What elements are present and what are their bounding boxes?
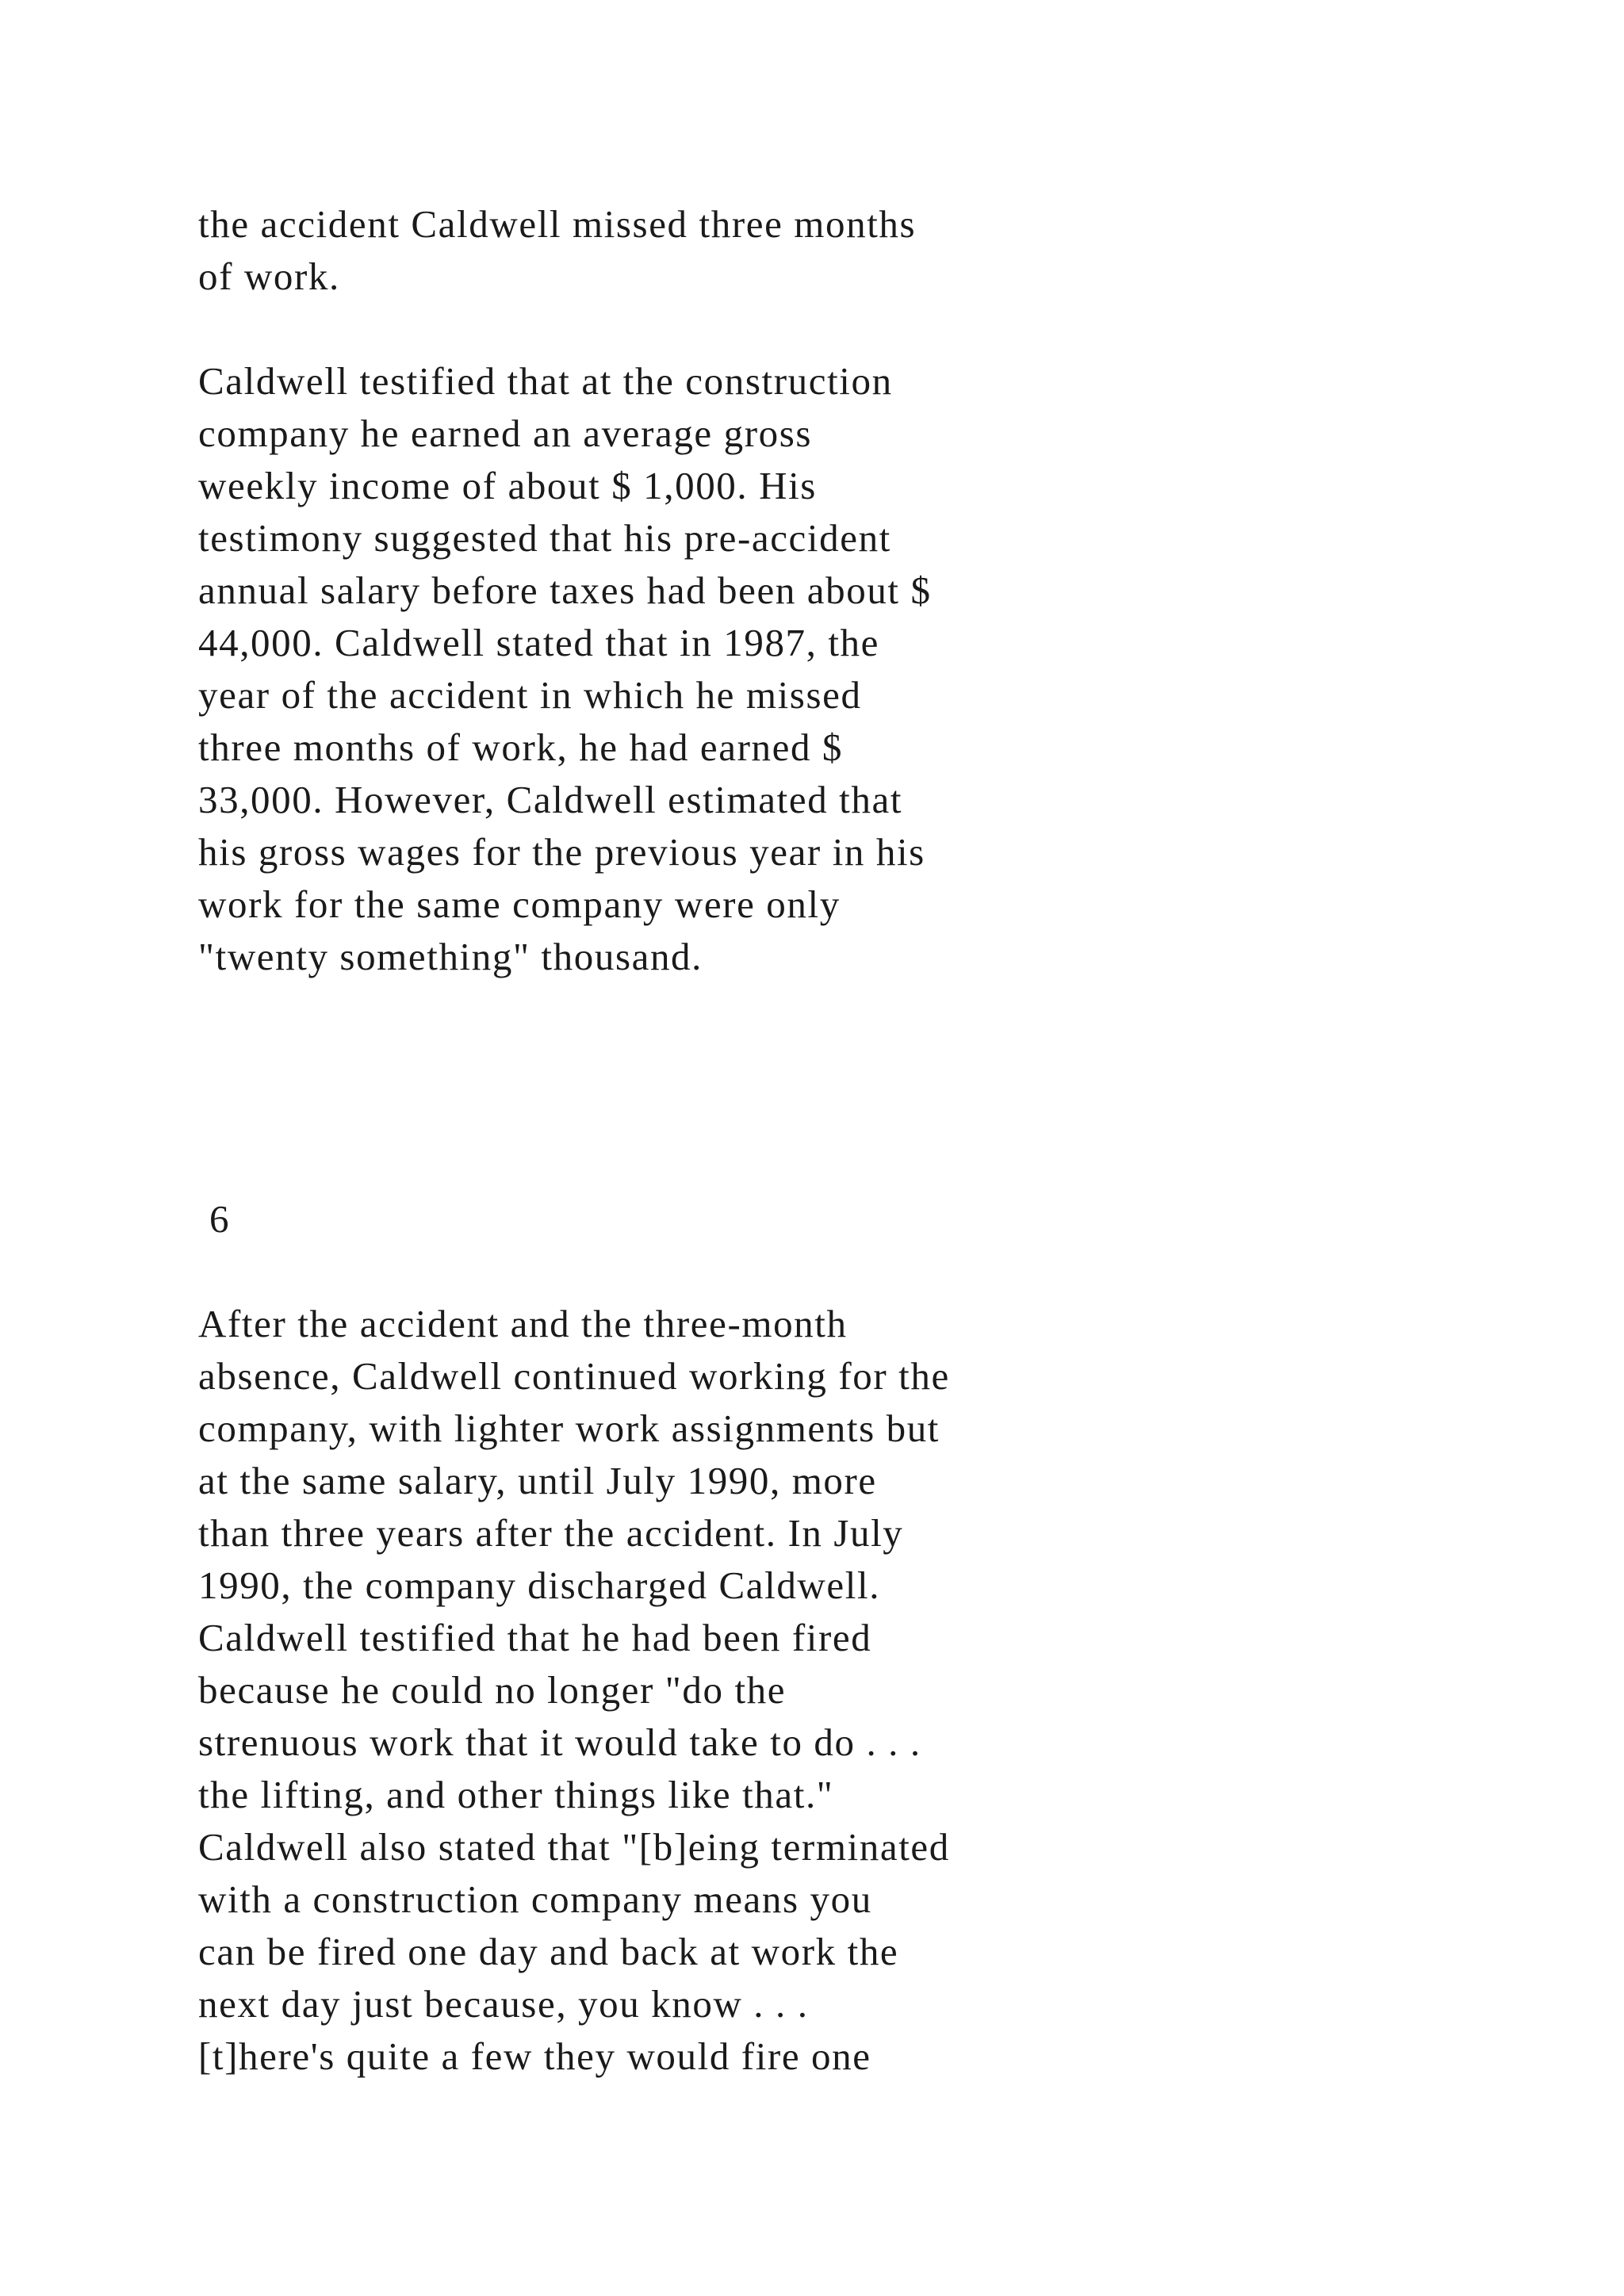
page-number: 6 [209,1197,229,1241]
text-line: company he earned an average gross [198,411,813,455]
text-line: 33,000. However, Caldwell estimated that [198,778,903,821]
text-line: at the same salary, until July 1990, more [198,1459,877,1502]
text-line: 44,000. Caldwell stated that in 1987, the [198,621,880,664]
text-line: than three years after the accident. In July [198,1511,904,1555]
text-line: year of the accident in which he missed [198,673,862,717]
text-line: work for the same company were only [198,882,841,926]
text-line: annual salary before taxes had been about $ [198,568,932,612]
text-line: testimony suggested that his pre-accident [198,516,891,560]
text-line: strenuous work that it would take to do . . . [198,1720,921,1764]
text-line: Caldwell testified that he had been fired [198,1616,872,1659]
text-line: next day just because, you know . . . [198,1982,809,2026]
text-line: 1990, the company discharged Caldwell. [198,1563,881,1607]
text-line: After the accident and the three-month [198,1302,848,1345]
text-line: with a construction company means you [198,1877,872,1921]
text-line: absence, Caldwell continued working for the [198,1354,950,1398]
text-line: the lifting, and other things like that." [198,1773,834,1816]
text-line: because he could no longer "do the [198,1668,787,1712]
text-line: three months of work, he had earned $ [198,725,844,769]
text-line: the accident Caldwell missed three months [198,202,917,246]
text-line: of work. [198,254,340,298]
text-line: company, with lighter work assignments but [198,1406,940,1450]
text-line: Caldwell testified that at the construction [198,359,893,403]
text-line: Caldwell also stated that "[b]eing terminated [198,1825,950,1869]
text-line: "twenty something" thousand. [198,935,703,978]
text-line: can be fired one day and back at work the [198,1930,899,1973]
text-line: his gross wages for the previous year in his [198,830,925,874]
text-line: [t]here's quite a few they would fire one [198,2034,871,2078]
text-line: weekly income of about $ 1,000. His [198,464,817,507]
